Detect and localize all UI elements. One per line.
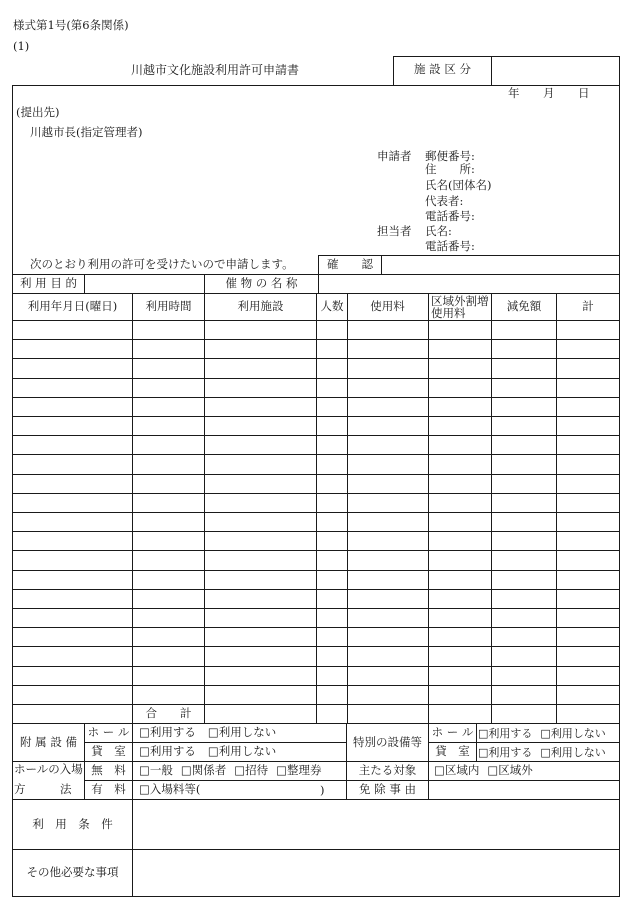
total-cell[interactable]	[348, 705, 428, 723]
table-cell[interactable]	[429, 667, 491, 685]
table-cell[interactable]	[13, 609, 132, 627]
admission-free-label: 無 料	[91, 763, 126, 778]
admission-staff-checkbox[interactable]: □関係者	[180, 763, 227, 778]
col-header-fee: 使用料	[370, 299, 405, 314]
table-cell[interactable]	[429, 340, 491, 358]
special-room-options	[478, 743, 606, 761]
frame-right	[619, 56, 620, 897]
table-cell[interactable]	[429, 494, 491, 512]
table-cell[interactable]	[13, 571, 132, 589]
col-header-date: 利用年月日(曜日)	[27, 299, 118, 314]
table-cell[interactable]	[205, 340, 316, 358]
table-cell[interactable]	[348, 455, 428, 474]
target-outside-checkbox[interactable]: □区域外	[487, 763, 533, 778]
table-cell[interactable]	[429, 590, 491, 608]
table-cell[interactable]	[348, 532, 428, 550]
table-cell[interactable]	[557, 475, 619, 493]
date-year-label: 年	[508, 86, 520, 100]
table-cell[interactable]	[557, 321, 619, 339]
table-cell[interactable]	[348, 609, 428, 627]
table-cell[interactable]	[492, 379, 556, 397]
table-cell[interactable]	[557, 379, 619, 397]
total-label: 合 計	[145, 706, 192, 721]
table-cell[interactable]	[429, 475, 491, 493]
table-cell[interactable]	[13, 590, 132, 608]
exemption-label: 免 除 事 由	[359, 782, 416, 797]
table-cell[interactable]	[13, 494, 132, 512]
table-cell[interactable]	[317, 686, 347, 704]
event-name-label: 催 物 の 名 称	[225, 276, 298, 291]
table-cell[interactable]	[133, 571, 204, 589]
target-options	[434, 762, 541, 780]
table-cell[interactable]	[13, 513, 132, 531]
table-cell[interactable]	[492, 436, 556, 454]
frame-top	[12, 85, 620, 86]
table-cell[interactable]	[492, 417, 556, 435]
applicant-postal: 郵便番号:	[425, 149, 475, 163]
recipient-label: (提出先)	[16, 105, 60, 119]
table-cell[interactable]	[13, 532, 132, 550]
frame-bottom	[12, 896, 620, 897]
table-cell[interactable]	[492, 590, 556, 608]
table-cell[interactable]	[557, 455, 619, 474]
form-subnumber: (1)	[13, 39, 30, 53]
table-cell[interactable]	[348, 551, 428, 570]
table-cell[interactable]	[317, 628, 347, 646]
table-bottom-line	[12, 723, 620, 724]
table-cell[interactable]	[557, 417, 619, 435]
table-cell[interactable]	[557, 590, 619, 608]
equipment-room-label: 貸 室	[91, 744, 126, 759]
table-cell[interactable]	[205, 571, 316, 589]
table-cell[interactable]	[317, 667, 347, 685]
purpose-field[interactable]	[85, 275, 204, 293]
facility-category-label: 施 設 区 分	[414, 62, 471, 77]
table-cell[interactable]	[133, 475, 204, 493]
table-cell[interactable]	[557, 494, 619, 512]
confirm-label: 確 認	[327, 257, 373, 272]
table-cell[interactable]	[429, 379, 491, 397]
table-cell[interactable]	[492, 321, 556, 339]
table-cell[interactable]	[133, 340, 204, 358]
table-cell[interactable]	[492, 340, 556, 358]
col-header-time: 利用時間	[145, 299, 192, 314]
table-cell[interactable]	[133, 398, 204, 416]
table-cell[interactable]	[492, 667, 556, 685]
table-cell[interactable]	[348, 417, 428, 435]
other-field[interactable]	[133, 850, 619, 896]
table-cell[interactable]	[317, 417, 347, 435]
table-cell[interactable]	[133, 417, 204, 435]
table-cell[interactable]	[557, 571, 619, 589]
table-cell[interactable]	[13, 475, 132, 493]
table-cell[interactable]	[317, 321, 347, 339]
table-cell[interactable]	[429, 571, 491, 589]
table-cell[interactable]	[205, 532, 316, 550]
special-hall-label: ホ ー ル	[431, 725, 474, 740]
table-cell[interactable]	[133, 551, 204, 570]
table-cell[interactable]	[348, 359, 428, 378]
table-cell[interactable]	[429, 417, 491, 435]
table-cell[interactable]	[557, 686, 619, 704]
table-cell[interactable]	[317, 340, 347, 358]
admission-free-options	[139, 762, 322, 780]
confirm-field[interactable]	[382, 256, 619, 274]
col-header-people: 人数	[320, 299, 344, 314]
applicant-address: 住 所:	[425, 162, 475, 176]
exemption-field[interactable]	[429, 781, 619, 799]
target-inside-checkbox[interactable]: □区域内	[434, 763, 480, 778]
table-cell[interactable]	[429, 609, 491, 627]
table-cell[interactable]	[13, 628, 132, 646]
date-month-label: 月	[543, 86, 555, 100]
table-cell[interactable]	[557, 647, 619, 666]
special-room-nouse-checkbox[interactable]: □利用しない	[540, 745, 606, 759]
table-cell[interactable]	[205, 590, 316, 608]
total-cell[interactable]	[429, 705, 491, 723]
table-cell[interactable]	[492, 647, 556, 666]
table-cell[interactable]	[205, 436, 316, 454]
table-cell[interactable]	[348, 321, 428, 339]
table-cell[interactable]	[429, 647, 491, 666]
table-cell[interactable]	[205, 379, 316, 397]
table-cell[interactable]	[13, 647, 132, 666]
applicant-name: 氏名(団体名)	[425, 178, 492, 192]
table-cell[interactable]	[13, 667, 132, 685]
table-cell[interactable]	[492, 494, 556, 512]
special-room-use-checkbox[interactable]: □利用する	[478, 745, 533, 759]
table-cell[interactable]	[429, 321, 491, 339]
table-cell[interactable]	[317, 647, 347, 666]
table-cell[interactable]	[205, 494, 316, 512]
table-cell[interactable]	[133, 379, 204, 397]
table-cell[interactable]	[133, 532, 204, 550]
table-cell[interactable]	[133, 321, 204, 339]
table-cell[interactable]	[317, 398, 347, 416]
col-header-out-of-area-fee: 区域外割増 使用料	[431, 294, 489, 320]
event-name-field[interactable]	[319, 275, 619, 293]
table-cell[interactable]	[557, 628, 619, 646]
table-cell[interactable]	[13, 340, 132, 358]
table-cell[interactable]	[348, 686, 428, 704]
table-cell[interactable]	[429, 686, 491, 704]
total-cell[interactable]	[317, 705, 347, 723]
table-cell[interactable]	[492, 551, 556, 570]
equipment-hall-nouse-checkbox[interactable]: □利用しない	[207, 725, 277, 740]
table-cell[interactable]	[205, 455, 316, 474]
table-cell[interactable]	[557, 532, 619, 550]
table-cell[interactable]	[492, 513, 556, 531]
table-cell[interactable]	[348, 667, 428, 685]
table-cell[interactable]	[492, 628, 556, 646]
date-day-label: 日	[578, 86, 590, 100]
recipient-name: 川越市長(指定管理者)	[30, 125, 143, 139]
total-cell[interactable]	[557, 705, 619, 723]
table-cell[interactable]	[133, 667, 204, 685]
table-cell[interactable]	[205, 321, 316, 339]
table-cell[interactable]	[205, 686, 316, 704]
equipment-hall-options	[139, 724, 288, 742]
admission-ticket-checkbox[interactable]: □整理券	[276, 763, 322, 778]
table-cell[interactable]	[317, 494, 347, 512]
table-cell[interactable]	[348, 436, 428, 454]
special-hall-nouse-checkbox[interactable]: □利用しない	[540, 726, 606, 740]
equipment-label: 附 属 設 備	[20, 734, 77, 749]
table-cell[interactable]	[205, 359, 316, 378]
table-cell[interactable]	[557, 609, 619, 627]
table-cell[interactable]	[317, 513, 347, 531]
admission-label-line1: ホールの入場	[14, 762, 83, 776]
table-cell[interactable]	[205, 628, 316, 646]
table-cell[interactable]	[205, 513, 316, 531]
table-cell[interactable]	[492, 571, 556, 589]
table-cell[interactable]	[317, 571, 347, 589]
table-cell[interactable]	[133, 494, 204, 512]
table-cell[interactable]	[429, 455, 491, 474]
purpose-label: 利 用 目 的	[20, 276, 77, 291]
conditions-field[interactable]	[133, 800, 619, 849]
table-cell[interactable]	[348, 379, 428, 397]
facility-category-field[interactable]	[492, 57, 619, 85]
table-cell[interactable]	[348, 475, 428, 493]
admission-general-checkbox[interactable]: □一般	[139, 763, 173, 778]
form-title: 川越市文化施設利用許可申請書	[130, 63, 299, 77]
table-cell[interactable]	[317, 609, 347, 627]
admission-fee-checkbox[interactable]: □入場料等(	[139, 782, 201, 797]
table-cell[interactable]	[13, 455, 132, 474]
form-number: 様式第1号(第6条関係)	[13, 18, 129, 32]
table-cell[interactable]	[317, 436, 347, 454]
table-cell[interactable]	[429, 628, 491, 646]
applicant-role: 申請者	[377, 149, 412, 163]
table-cell[interactable]	[317, 475, 347, 493]
admission-paid-options	[139, 781, 212, 799]
table-cell[interactable]	[429, 398, 491, 416]
equipment-room-nouse-checkbox[interactable]: □利用しない	[207, 744, 277, 759]
table-cell[interactable]	[348, 494, 428, 512]
table-cell[interactable]	[13, 436, 132, 454]
admission-fee-close: )	[320, 783, 325, 797]
table-cell[interactable]	[133, 647, 204, 666]
table-cell[interactable]	[133, 455, 204, 474]
table-cell[interactable]	[205, 417, 316, 435]
table-cell[interactable]	[205, 647, 316, 666]
table-cell[interactable]	[205, 667, 316, 685]
equipment-hall-label: ホ ー ル	[87, 725, 130, 740]
table-cell[interactable]	[13, 551, 132, 570]
table-cell[interactable]	[133, 513, 204, 531]
table-cell[interactable]	[133, 686, 204, 704]
table-cell[interactable]	[429, 532, 491, 550]
table-cell[interactable]	[13, 359, 132, 378]
admission-paid-label: 有 料	[91, 782, 126, 797]
table-cell[interactable]	[557, 436, 619, 454]
table-cell[interactable]	[317, 379, 347, 397]
applicant-representative: 代表者:	[425, 194, 464, 208]
table-cell[interactable]	[429, 551, 491, 570]
table-cell[interactable]	[348, 590, 428, 608]
table-cell[interactable]	[133, 628, 204, 646]
table-cell[interactable]	[348, 628, 428, 646]
table-cell[interactable]	[557, 667, 619, 685]
total-cell[interactable]	[492, 705, 556, 723]
table-cell[interactable]	[429, 513, 491, 531]
admission-invite-checkbox[interactable]: □招待	[234, 763, 269, 778]
table-cell[interactable]	[13, 398, 132, 416]
table-cell[interactable]	[492, 609, 556, 627]
table-cell[interactable]	[557, 398, 619, 416]
contact-phone: 電話番号:	[425, 239, 475, 253]
table-cell[interactable]	[557, 340, 619, 358]
table-cell[interactable]	[317, 551, 347, 570]
table-cell[interactable]	[492, 686, 556, 704]
table-cell[interactable]	[133, 436, 204, 454]
table-cell[interactable]	[317, 455, 347, 474]
contact-role: 担当者	[377, 224, 412, 238]
table-cell[interactable]	[492, 532, 556, 550]
table-cell[interactable]	[557, 551, 619, 570]
table-cell[interactable]	[429, 359, 491, 378]
table-cell[interactable]	[205, 398, 316, 416]
table-cell[interactable]	[205, 609, 316, 627]
admission-label-line2: 方 法	[14, 782, 72, 796]
table-cell[interactable]	[317, 532, 347, 550]
special-equipment-label: 特別の設備等	[353, 734, 422, 749]
table-cell[interactable]	[492, 455, 556, 474]
table-cell[interactable]	[348, 340, 428, 358]
special-hall-options	[478, 724, 606, 742]
applicant-phone: 電話番号:	[425, 209, 475, 223]
table-cell[interactable]	[492, 398, 556, 416]
col-header-facility: 利用施設	[237, 299, 284, 314]
other-label: その他必要な事項	[26, 865, 119, 880]
table-cell[interactable]	[13, 686, 132, 704]
special-room-label: 貸 室	[435, 744, 470, 759]
table-cell[interactable]	[492, 475, 556, 493]
contact-name: 氏名:	[425, 224, 452, 238]
table-cell[interactable]	[205, 551, 316, 570]
equipment-room-options	[139, 743, 288, 761]
conditions-label: 利 用 条 件	[32, 816, 113, 831]
target-label: 主たる対象	[358, 763, 417, 778]
table-cell[interactable]	[13, 417, 132, 435]
equipment-hall-use-checkbox[interactable]: □利用する	[139, 725, 196, 740]
table-cell[interactable]	[557, 513, 619, 531]
table-cell[interactable]	[348, 513, 428, 531]
table-cell[interactable]	[133, 590, 204, 608]
table-cell[interactable]	[317, 590, 347, 608]
equipment-room-use-checkbox[interactable]: □利用する	[139, 744, 196, 759]
table-cell[interactable]	[557, 359, 619, 378]
table-cell[interactable]	[348, 571, 428, 589]
table-cell[interactable]	[133, 609, 204, 627]
col-header-reduction: 減免額	[506, 299, 542, 314]
table-cell[interactable]	[13, 379, 132, 397]
request-statement: 次のとおり利用の許可を受けたいので申請します。	[30, 257, 294, 271]
table-cell[interactable]	[13, 321, 132, 339]
table-cell[interactable]	[205, 475, 316, 493]
table-cell[interactable]	[133, 359, 204, 378]
special-hall-use-checkbox[interactable]: □利用する	[478, 726, 533, 740]
table-cell[interactable]	[492, 359, 556, 378]
table-cell[interactable]	[348, 647, 428, 666]
table-cell[interactable]	[317, 359, 347, 378]
col-header-total: 計	[582, 299, 594, 314]
table-cell[interactable]	[348, 398, 428, 416]
table-cell[interactable]	[429, 436, 491, 454]
